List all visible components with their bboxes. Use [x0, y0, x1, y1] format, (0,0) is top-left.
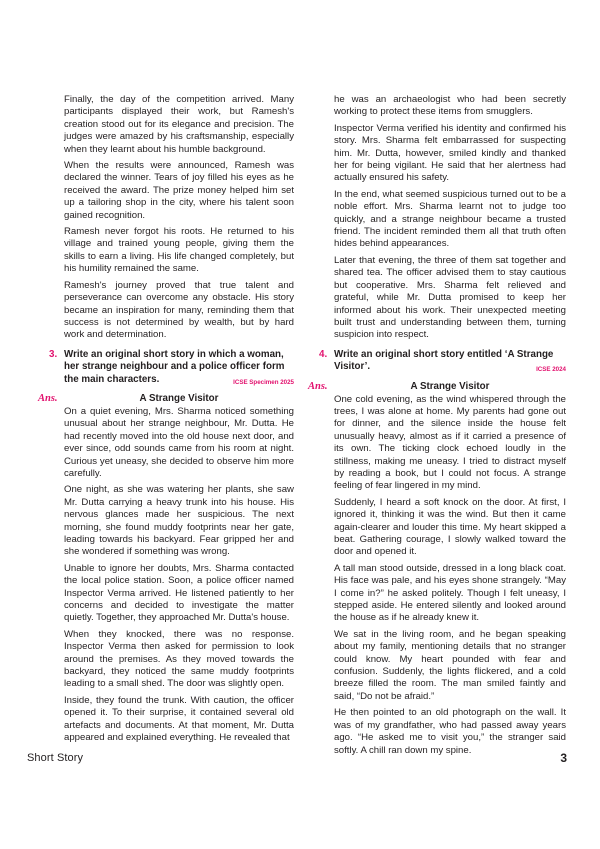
answer-header: [308, 380, 566, 393]
story-paragraph: In the end, what seemed suspicious turned out to be a noble effort. Mrs. Sharma learnt not to judge too quickly, and a strange neighbour became a trusted friend. The incident reminded them all that truth often hides behind appearances.: [334, 188, 566, 250]
story-paragraph: When they knocked, there was no response. Inspector Verma then asked for permission to look around the premises. As they moved towards the backyard, they noticed the same muddy footprints leading to a small shed. The door was slightly open.: [64, 628, 294, 690]
story-paragraph: Ramesh never forgot his roots. He returned to his village and trained young people, giving them the skills to earn a living. His life changed completely, but his humility remained the same.: [64, 226, 294, 275]
story-paragraph: We sat in the living room, and he began speaking about my family, mentioning details that no stranger could know. My heart pounded with fear and confusion. Suddenly, the lights flickered, and a cold breeze filled the room. The man smiled faintly and said, “Do not be afraid.”: [334, 628, 566, 702]
exam-tag: ICSE Specimen 2025: [233, 378, 294, 386]
story-paragraph: Finally, the day of the competition arrived. Many participants displayed their work, but Ramesh's creation stood out for its elegance and precision. The judges were amazed by his craftsmanship, especially when they learnt about his humble background.: [64, 94, 294, 155]
story-paragraph: One cold evening, as the wind whispered through the trees, I was alone at home. My parents had gone out for dinner, and the silence inside the house felt unusually heavy, almost as if it carried a presence of its own. The ticking clock echoed loudly in the stillness, making me uneasy. I tried to distract myself by reading a book, but I could not focus. A strange feeling of fear lingered in my mind.: [334, 393, 566, 492]
answer-header: [38, 392, 294, 405]
right-column: [308, 94, 566, 761]
story-paragraph: he was an archaeologist who had been secretly working to protect these items from smugglers.: [334, 94, 566, 118]
answer-title: A Strange Visitor: [410, 380, 490, 392]
question-number: 4.: [319, 348, 328, 360]
exam-tag: ICSE 2024: [536, 366, 566, 374]
question-number: 3.: [49, 348, 58, 360]
story-paragraph: Inspector Verma verified his identity and confirmed his story. Mrs. Sharma felt embarrassed for suspecting him. Mr. Dutta, however, smiled kindly and thanked her for being vigilant. He said that her alertness had actually ensured his safety.: [334, 122, 566, 184]
story-paragraph: He then pointed to an old photograph on the wall. It was of my grandfather, who had passed away years ago. “He asked me to visit you,” the stranger said softly. A chill ran down my spine.: [334, 707, 566, 756]
story-paragraph: One night, as she was watering her plants, she saw Mr. Dutta carrying a heavy trunk into his house. His nervous glances made her suspicious. The next morning, she found muddy footprints near her gate, leading towards his backyard. Fear gripped her and she wondered if something was wrong.: [64, 484, 294, 558]
answer-label: Ans.: [308, 380, 328, 392]
left-column: [38, 94, 294, 749]
answer-title: A Strange Visitor: [139, 392, 219, 404]
story-paragraph: When the results were announced, Ramesh was declared the winner. Tears of joy filled his eyes as he received the award. The prize money helped him set up a tailoring shop in the city, where his talent soon gained recognition.: [64, 160, 294, 221]
story-paragraph: Inside, they found the trunk. With caution, the officer opened it. To their surprise, it contained several old artefacts and documents. At that moment, Mr. Dutta appeared and explained everything. He revealed that: [64, 694, 294, 744]
story-paragraph: Suddenly, I heard a soft knock on the door. At first, I ignored it, thinking it was the wind. But then it came again-clearer and louder this time. My heart skipped a beat. Gathering courage, I slowly walked toward the door and opened it.: [334, 496, 566, 558]
story-paragraph: On a quiet evening, Mrs. Sharma noticed something unusual about her strange neighbour, Mr. Dutta. He had recently moved into the old house next door, and ever since, odd sounds came from his room at night. Curious yet uneasy, she decided to observe him more carefully.: [64, 405, 294, 479]
story-paragraph: Unable to ignore her doubts, Mrs. Sharma contacted the local police station. Soon, a police officer named Inspector Verma arrived. He listened patiently to her concerns and decided to investigate the matter quietly. Together, they approached Mr. Dutta's house.: [64, 562, 294, 624]
story-paragraph: A tall man stood outside, dressed in a long black coat. His face was pale, and his eyes shone strangely. “May I come in?” he asked politely. Though I felt uneasy, I stepped aside. He entered silently and looked around the house as if he already knew it.: [334, 562, 566, 624]
question-text: Write an original short story in which a woman, her strange neighbour and a police officer form the main characters.: [64, 348, 285, 385]
story-paragraph: Later that evening, the three of them sat together and shared tea. The officer advised them to stay cautious but cooperative. Mrs. Sharma felt relieved and grateful, while Mr. Dutta promised to keep her informed about his work. Their unexpected meeting built trust and understanding between them, turning suspicion into respect.: [334, 254, 566, 341]
question-text: Write an original short story entitled ‘A Strange Visitor’.: [334, 348, 554, 373]
footer-section-title: Short Story: [27, 752, 84, 764]
story-paragraph: Ramesh's journey proved that true talent and perseverance can overcome any obstacle. His story became an inspiration for many, reminding them that success is not determined by wealth, but by hard work and determination.: [64, 279, 294, 341]
answer-label: Ans.: [38, 392, 58, 404]
question-4: [319, 348, 566, 377]
question-3: [49, 348, 294, 389]
page-number: 3: [560, 751, 567, 765]
